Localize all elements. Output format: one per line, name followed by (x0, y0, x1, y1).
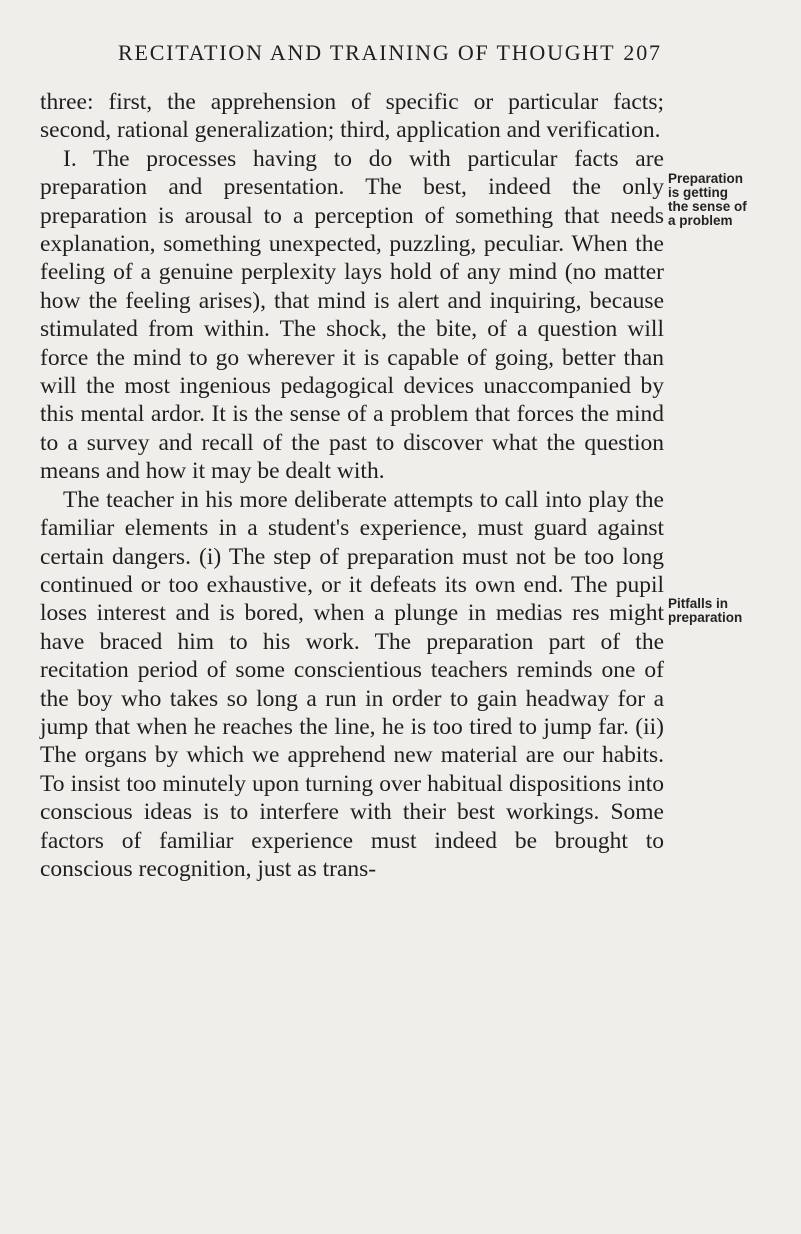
paragraph-2: I. The processes having to do with particular facts are preparation and presentation. The best, indeed the only preparation is arousal to a perception of something that needs explanation, something unexpected, puzzling, peculiar. When the feeling of a genuine perplexity lays hold of any mind (no matter how the feeling arises), that mind is alert and inquiring, because stimulated from within. The shock, the bite, of a question will force the mind to go wherever it is capable of going, better than will the most ingenious pedagogical devices unaccompanied by this mental ardor. It is the sense of a problem that forces the mind to a survey and recall of the past to discover what the question means and how it may be dealt with. (40, 145, 664, 485)
margin-note-line: a problem (668, 213, 733, 228)
paragraph-1: three: first, the apprehension of specific or particular facts; second, rational generalization; third, application and verification. (40, 89, 664, 144)
margin-note-line: preparation (668, 610, 743, 625)
margin-note-line: Preparation (668, 171, 744, 186)
margin-note-pitfalls (668, 597, 798, 625)
body-text (40, 88, 664, 883)
margin-note-line: the sense of (668, 199, 747, 214)
running-header (118, 40, 678, 66)
margin-note-preparation (668, 172, 798, 228)
margin-note-line: Pitfalls in (668, 596, 729, 611)
paragraph-3: The teacher in his more deliberate attempts to call into play the familiar elements in a student's experience, must guard against certain dangers. (i) The step of preparation must not be too long continued or too exhaustive, or it defeats its own end. The pupil loses interest and is bored, when a plunge in medias res might have braced him to his work. The preparation part of the recitation period of some conscientious teachers reminds one of the boy who takes so long a run in order to gain headway for a jump that when he reaches the line, he is too tired to jump far. (ii) The organs by which we apprehend new material are our habits. To insist too minutely upon turning over habitual dispositions into conscious ideas is to interfere with their best workings. Some factors of familiar experience must indeed be brought to conscious recognition, just as trans- (40, 486, 664, 882)
page-number: 207 (623, 40, 662, 65)
margin-note-line: is getting (668, 185, 728, 200)
running-header-title: RECITATION AND TRAINING OF THOUGHT (118, 40, 616, 65)
